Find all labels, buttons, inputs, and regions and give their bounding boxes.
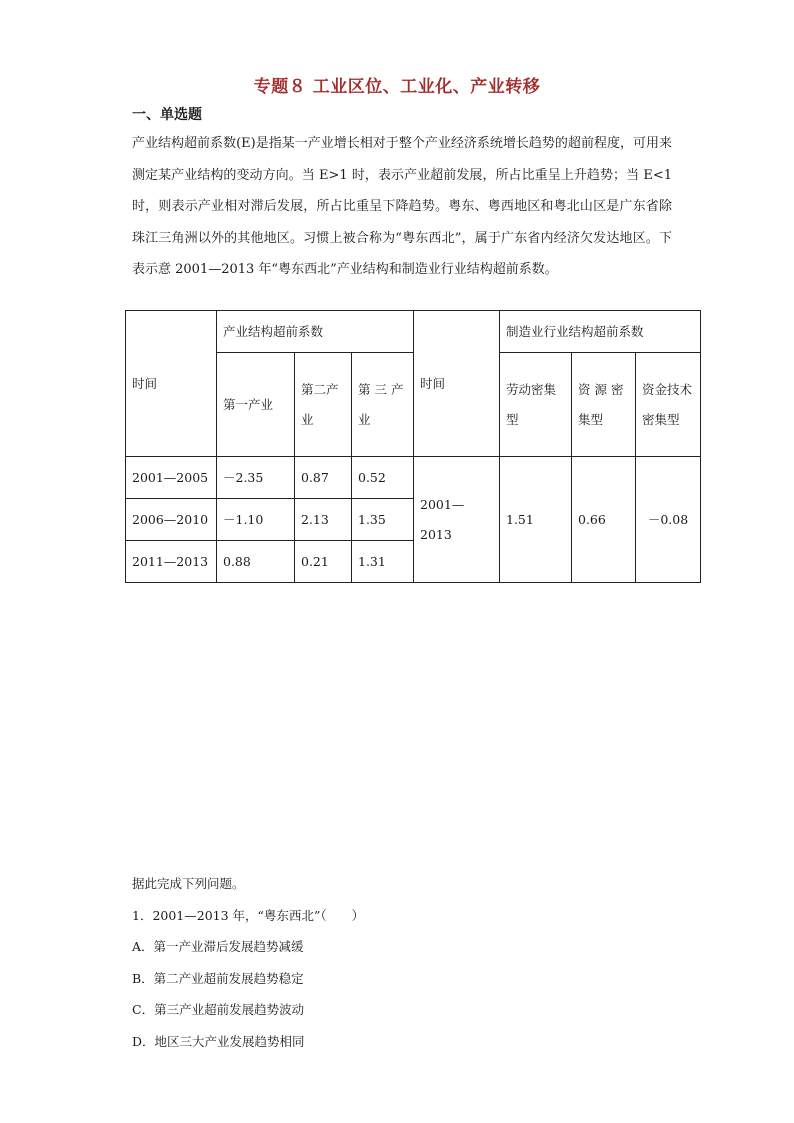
- labor-intensive-header: 劳动密集型: [500, 353, 572, 457]
- time-header: 时间: [126, 311, 217, 457]
- value-cell: 0.66: [572, 457, 636, 583]
- page-title: 专题８ 工业区位、工业化、产业转移: [253, 77, 541, 97]
- time-header-2: 时间: [414, 311, 500, 457]
- question-stem: 1．2001—2013 年，“粤东西北”（ ）: [132, 907, 365, 923]
- industry-structure-header: 产业结构超前系数: [217, 311, 414, 353]
- manufacturing-structure-header: 制造业行业结构超前系数: [500, 311, 701, 353]
- resource-intensive-header: 资 源 密 集型: [572, 353, 636, 457]
- value-cell: 0.52: [352, 457, 414, 499]
- value-cell: 0.87: [295, 457, 352, 499]
- intro-paragraph: [132, 128, 672, 286]
- value-cell: －2.35: [217, 457, 295, 499]
- value-cell: 0.88: [217, 541, 295, 583]
- value-cell: 2.13: [295, 499, 352, 541]
- tertiary-industry-header: 第 三 产 业: [352, 353, 414, 457]
- section-heading: 一、单选题: [132, 107, 202, 123]
- value-cell: 1.51: [500, 457, 572, 583]
- period-cell: 2006—2010: [126, 499, 217, 541]
- capital-tech-intensive-header: 资金技术密集型: [636, 353, 701, 457]
- value-cell: 1.31: [352, 541, 414, 583]
- value-cell: －0.08: [636, 457, 701, 583]
- option-d[interactable]: D．地区三大产业发展趋势相同: [132, 1033, 305, 1049]
- data-table: [125, 310, 701, 583]
- period-cell: 2001—2013: [414, 457, 500, 583]
- table-header-row: [126, 311, 701, 353]
- option-a[interactable]: A．第一产业滞后发展趋势减缓: [132, 939, 304, 954]
- period-cell: 2011—2013: [126, 541, 217, 583]
- question-block: [132, 868, 672, 1057]
- option-b[interactable]: B．第二产业超前发展趋势稳定: [132, 970, 304, 986]
- value-cell: －1.10: [217, 499, 295, 541]
- secondary-industry-header: 第二产业: [295, 353, 352, 457]
- primary-industry-header: 第一产业: [217, 353, 295, 457]
- table-row: [126, 457, 701, 499]
- intro-text: 产业结构超前系数(E)是指某一产业增长相对于整个产业经济系统增长趋势的超前程度，可用来测定某产业结构的变动方向。当 E>1 时，表示产业超前发展，所占比重呈上升趋势；当 E<1 时，则表示产业相对滞后发展，所占比重呈下降趋势。粤东、粤西地区和粤北山区是广东省除珠江三角洲以外的其他地区。习惯上被合称为“粤东西北”，属于广东省内经济欠发达地区。下表示意 2001—2013 年“粤东西北”产业结构和制造业行业结构超前系数。: [132, 136, 672, 277]
- period-cell: 2001—2005: [126, 457, 217, 499]
- value-cell: 1.35: [352, 499, 414, 541]
- value-cell: 0.21: [295, 541, 352, 583]
- lead-in: 据此完成下列问题。: [132, 876, 245, 891]
- option-c[interactable]: C．第三产业超前发展趋势波动: [132, 1002, 305, 1017]
